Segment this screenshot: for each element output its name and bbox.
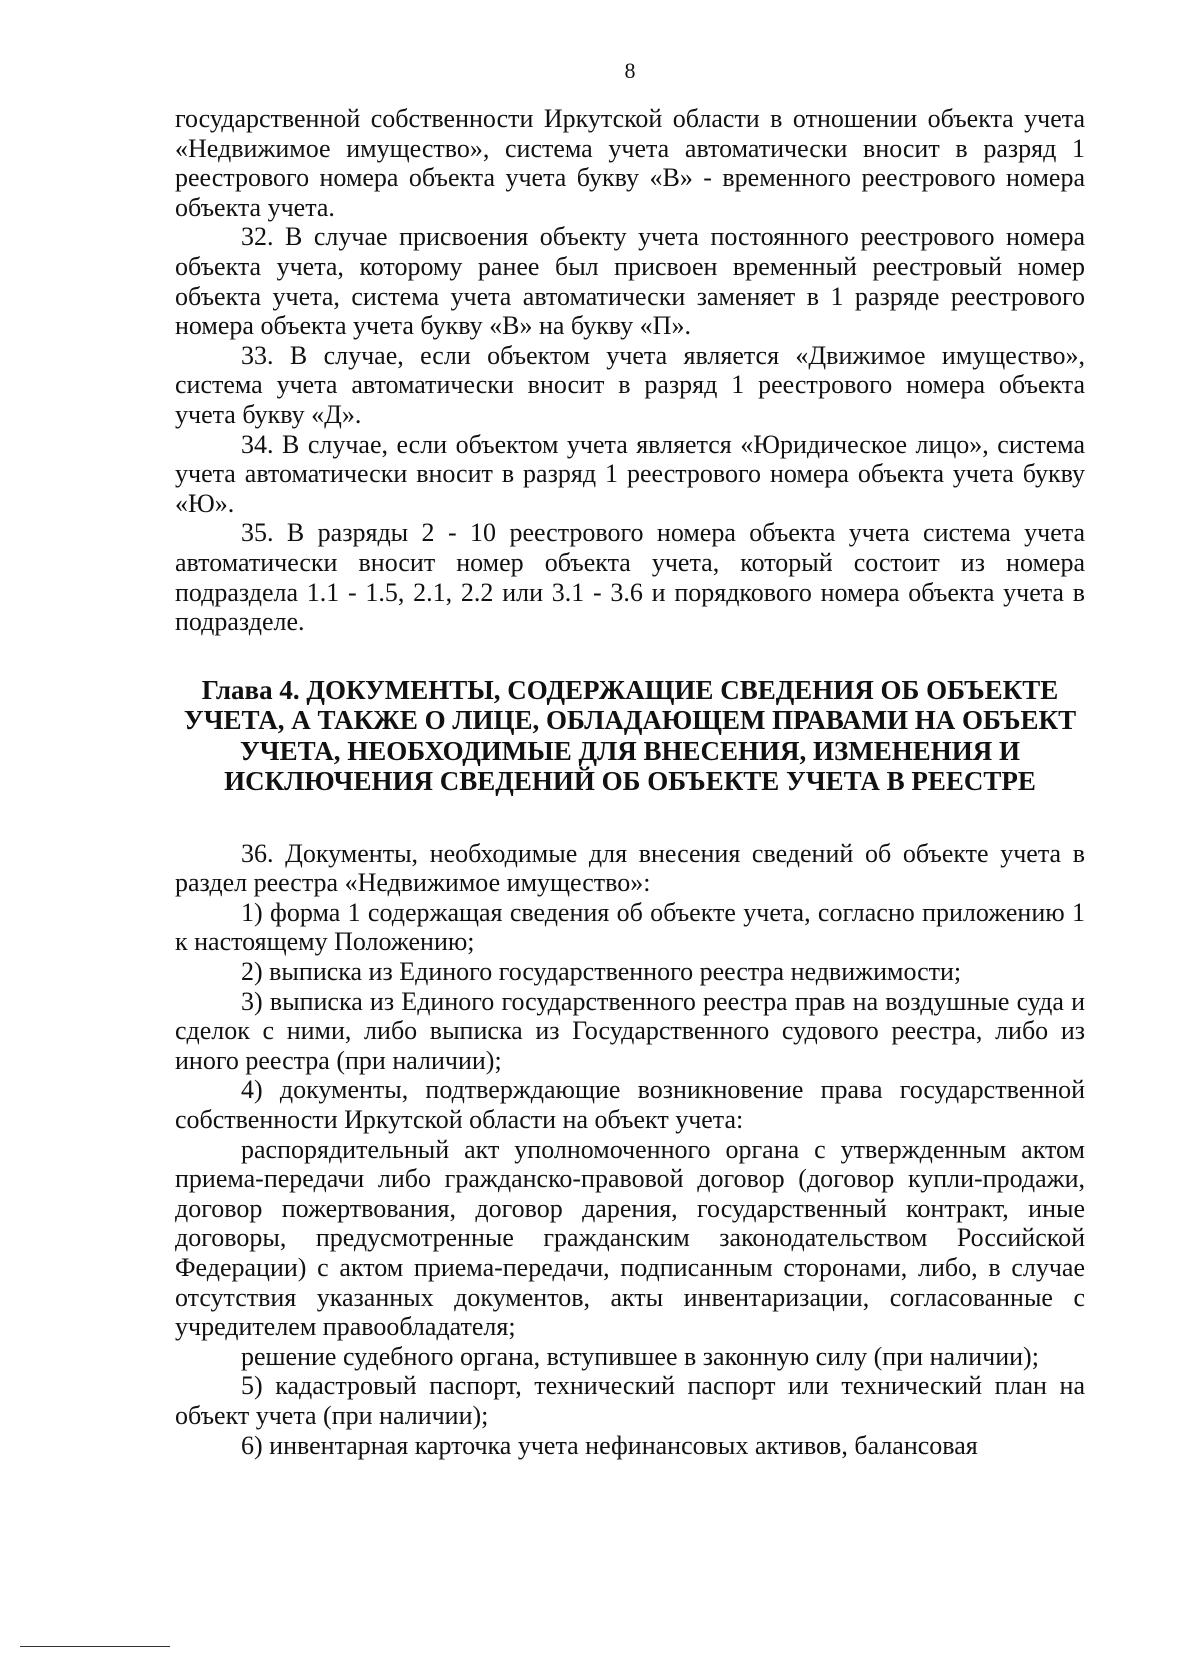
footer-rule bbox=[20, 1646, 170, 1647]
paragraph-32: 32. В случае присвоения объекту учета постоянного реестрового номера объекта учета, которому ранее был присвоен временный реестровый номер объекта учета, система учета автоматически заменяет в 1 разряде реестрового номера объекта учета букву «В» на букву «П». bbox=[175, 222, 1085, 341]
paragraph-continuation: государственной собственности Иркутской области в отношении объекта учета «Недвижимое имущество», система учета автоматически вносит в разряд 1 реестрового номера объекта учета букву «В» - временного реестрового номера объекта учета. bbox=[175, 104, 1085, 222]
document-page bbox=[175, 60, 1085, 1460]
list-item-2: 2) выписка из Единого государственного реестра недвижимости; bbox=[241, 957, 962, 987]
chapter-heading: Глава 4. ДОКУМЕНТЫ, СОДЕРЖАЩИЕ СВЕДЕНИЯ ОБ ОБЪЕКТЕ УЧЕТА, А ТАКЖЕ О ЛИЦЕ, ОБЛАДАЮЩЕМ ПРАВАМИ НА ОБЪЕКТ УЧЕТА, НЕОБХОДИМЫЕ ДЛЯ ВНЕСЕНИЯ, ИЗМЕНЕНИЯ И ИСКЛЮЧЕНИЯ СВЕДЕНИЙ ОБ ОБЪЕКТЕ УЧЕТА В РЕЕСТРЕ bbox=[183, 674, 1077, 797]
list-item-4-subitem-court: решение судебного органа, вступившее в законную силу (при наличии); bbox=[241, 1341, 1039, 1371]
section-bottom bbox=[175, 839, 1085, 1460]
page-number: 8 bbox=[624, 58, 636, 83]
list-item-4-subitem-act: распорядительный акт уполномоченного органа с утвержденным актом приема-передачи либо гражданско-правовой договор (договор купли-продажи, договор пожертвования, договор дарения, государственный контракт, иные договоры, предусмотренные гражданским законодательством Российской Федерации) с актом приема-передачи, подписанным сторонами, либо, в случае отсутствия указанных документов, акты инвентаризации, согласованные с учредителем правообладателя; bbox=[175, 1134, 1085, 1342]
list-item-4: 4) документы, подтверждающие возникновение права государственной собственности Иркутской области на объект учета: bbox=[175, 1075, 1085, 1135]
list-item-5: 5) кадастровый паспорт, технический паспорт или технический план на объект учета (при наличии); bbox=[175, 1371, 1085, 1430]
paragraph-35: 35. В разряды 2 - 10 реестрового номера объекта учета система учета автоматически вносит номер объекта учета, который состоит из номера подраздела 1.1 - 1.5, 2.1, 2.2 или 3.1 - 3.6 и порядкового номера объекта учета в подразделе. bbox=[175, 518, 1085, 637]
list-item-6: 6) инвентарная карточка учета нефинансовых активов, балансовая bbox=[241, 1430, 978, 1460]
list-item-1: 1) форма 1 содержащая сведения об объекте учета, согласно приложению 1 к настоящему Положению; bbox=[175, 897, 1085, 957]
paragraph-33: 33. В случае, если объектом учета является «Движимое имущество», система учета автоматически вносит в разряд 1 реестрового номера объекта учета букву «Д». bbox=[175, 340, 1085, 429]
section-top bbox=[175, 104, 1085, 637]
paragraph-34: 34. В случае, если объектом учета является «Юридическое лицо», система учета автоматически вносит в разряд 1 реестрового номера объекта учета букву «Ю». bbox=[175, 429, 1085, 518]
list-item-3: 3) выписка из Единого государственного реестра прав на воздушные суда и сделок с ними, либо выписка из Государственного судового реестра, либо из иного реестра (при наличии); bbox=[175, 986, 1085, 1075]
paragraph-36: 36. Документы, необходимые для внесения сведений об объекте учета в раздел реестра «Недвижимое имущество»: bbox=[175, 838, 1085, 898]
